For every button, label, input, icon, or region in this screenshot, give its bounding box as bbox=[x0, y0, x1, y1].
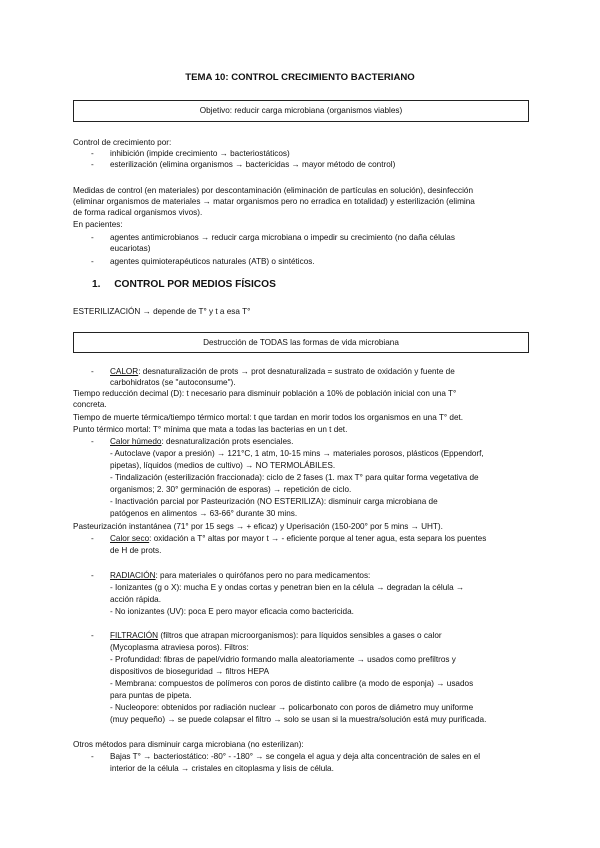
calor-humedo-line: - Autoclave (vapor a presión) → 121°C, 1 atm, 10-15 mins → materiales porosos, plásticos (Eppendorf, bbox=[110, 449, 484, 458]
radiacion-item bbox=[110, 570, 370, 582]
calor-line: carbohidratos (se "autoconsume"). bbox=[110, 378, 236, 387]
radiacion-text: : para materiales o quirófanos pero no para medicamentos: bbox=[155, 571, 371, 580]
filtracion-line: dispositivos de bioseguridad → filtros HEPA bbox=[110, 667, 270, 676]
bullet-dash: - bbox=[91, 437, 94, 446]
section-heading bbox=[92, 279, 276, 291]
pasteurizacion-line: Pasteurización instantánea (71° por 15 segs → + eficaz) y Uperisación (150-200° por 5 mins → UHT). bbox=[73, 522, 443, 531]
radiacion-label: RADIACIÓN bbox=[110, 571, 156, 580]
filtracion-line: para puntas de pipeta. bbox=[110, 691, 192, 700]
pacientes-label: En pacientes: bbox=[73, 220, 123, 229]
bullet-dash: - bbox=[91, 367, 94, 376]
filtracion-item bbox=[110, 630, 442, 642]
calor-seco-text: : oxidación a T° altas por mayor t → - eficiente porque al tener agua, esta separa los puentes bbox=[149, 534, 487, 543]
calor-seco-label: Calor seco bbox=[110, 534, 150, 543]
control-intro: Control de crecimiento por: bbox=[73, 138, 172, 147]
calor-humedo-line: pipetas), líquidos (medios de cultivo) → NO TERMOLÁBILES. bbox=[110, 461, 336, 470]
medidas-line: Medidas de control (en materiales) por descontaminación (eliminación de partículas en solución), desinfección bbox=[73, 186, 474, 195]
calor-humedo-line: patógenos en alimentos → 63-66° durante 30 mins. bbox=[110, 509, 298, 518]
medidas-line: de forma radical organismos vivos). bbox=[73, 208, 203, 217]
control-item: inhibición (impide crecimiento → bacteriostáticos) bbox=[110, 149, 290, 158]
filtracion-line: (muy pequeño) → se puede colapsar el filtro → solo se usan si la muestra/solución está muy purificada. bbox=[110, 715, 487, 724]
calor-seco-line: de H de prots. bbox=[110, 546, 162, 555]
calor-humedo-line: - Tindalización (esterilización fraccionada): ciclo de 2 fases (1. max T° para quitar forma vegetativa de bbox=[110, 473, 479, 482]
bajas-line: interior de la célula → cristales en citoplasma y lisis de célula. bbox=[110, 764, 334, 773]
esterilizacion-line: ESTERILIZACIÓN → depende de T° y t a esa T° bbox=[73, 307, 251, 316]
bullet-dash: - bbox=[91, 149, 94, 158]
calor-def: Tiempo reducción decimal (D): t necesario para disminuir población a 10% de población inicial con una T° bbox=[73, 389, 457, 398]
pacientes-item: agentes antimicrobianos → reducir carga microbiana o impedir su crecimiento (no daña células bbox=[110, 233, 455, 242]
otros-line: Otros métodos para disminuir carga microbiana (no esterilizan): bbox=[73, 740, 304, 749]
filtracion-label: FILTRACIÓN bbox=[110, 631, 159, 640]
bullet-dash: - bbox=[91, 257, 94, 266]
bajas-line: Bajas T° → bacteriostático: -80° - -180° → se congela el agua y deja alta concentración de sales en el bbox=[110, 752, 481, 761]
radiacion-line: acción rápida. bbox=[110, 595, 161, 604]
calor-def: Tiempo de muerte térmica/tiempo térmico mortal: t que tardan en morir todos los organismos en una T° det. bbox=[73, 413, 464, 422]
filtracion-line: (Mycoplasma atraviesa poros). Filtros: bbox=[110, 643, 249, 652]
calor-humedo-item bbox=[110, 436, 293, 448]
calor-humedo-line: - Inactivación parcial por Pasteurización (NO ESTERILIZA): disminuir carga microbiana de bbox=[110, 497, 438, 506]
filtracion-line: - Nucleopore: obtenidos por radiación nuclear → policarbonato con poros de diámetro muy uniforme bbox=[110, 703, 474, 712]
calor-humedo-label: Calor húmedo bbox=[110, 437, 162, 446]
bullet-dash: - bbox=[91, 233, 94, 242]
radiacion-line: - No ionizantes (UV): poca E pero mayor eficacia como bactericida. bbox=[110, 607, 354, 616]
calor-humedo-text: : desnaturalización prots esenciales. bbox=[161, 437, 294, 446]
filtracion-text: (filtros que atrapan microorganismos): para líquidos sensibles a gases o calor bbox=[158, 631, 442, 640]
calor-def: concreta. bbox=[73, 400, 107, 409]
pacientes-item-cont: eucariotas) bbox=[110, 244, 151, 253]
calor-text: : desnaturalización de prots → prot desnaturalizada = sustrato de oxidación y fuente de bbox=[138, 367, 455, 376]
bullet-dash: - bbox=[91, 752, 94, 761]
bullet-dash: - bbox=[91, 534, 94, 543]
calor-label: CALOR bbox=[110, 367, 139, 376]
calor-humedo-line: organismos; 2. 30° germinación de esporas) → repetición de ciclo. bbox=[110, 485, 352, 494]
control-item: esterilización (elimina organismos → bactericidas → mayor método de control) bbox=[110, 160, 396, 169]
medidas-line: (eliminar organismos de materiales → matar organismos pero no erradica en totalidad) y esterilización (elimina bbox=[73, 197, 475, 206]
section-title: CONTROL POR MEDIOS FÍSICOS bbox=[114, 279, 276, 290]
filtracion-line: - Profundidad: fibras de papel/vidrio formando malla aleatoriamente → usados como prefiltros y bbox=[110, 655, 456, 664]
calor-def: Punto térmico mortal: T° mínima que mata a todas las bacterias en un t det. bbox=[73, 425, 348, 434]
objective-box: Objetivo: reducir carga microbiana (organismos viables) bbox=[73, 100, 529, 122]
document-title: TEMA 10: CONTROL CRECIMIENTO BACTERIANO bbox=[185, 72, 415, 83]
radiacion-line: - Ionizantes (g o X): mucha E y ondas cortas y penetran bien en la célula → degradan la célula → bbox=[110, 583, 465, 592]
bullet-dash: - bbox=[91, 571, 94, 580]
bullet-dash: - bbox=[91, 160, 94, 169]
calor-item bbox=[110, 366, 455, 378]
section-number: 1. bbox=[92, 279, 101, 290]
destruccion-box: Destrucción de TODAS las formas de vida microbiana bbox=[73, 332, 529, 353]
calor-seco-item bbox=[110, 533, 486, 545]
filtracion-line: - Membrana: compuestos de polímeros con poros de distinto calibre (a modo de esponja) → usados bbox=[110, 679, 474, 688]
bullet-dash: - bbox=[91, 631, 94, 640]
pacientes-item: agentes quimioterapéuticos naturales (ATB) o sintéticos. bbox=[110, 257, 315, 266]
